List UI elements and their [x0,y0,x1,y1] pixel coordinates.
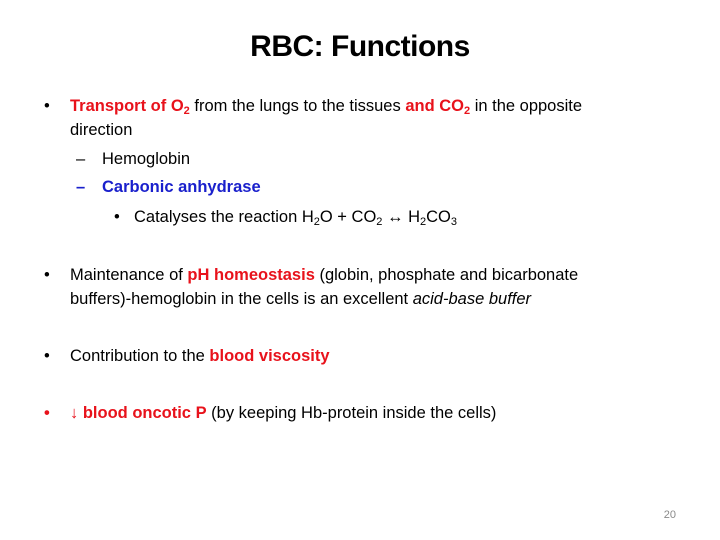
bullet-marker: • [44,97,50,115]
slide-title: RBC: Functions [250,30,470,63]
opposite-text: in the opposite [470,97,583,115]
dash-marker: – [76,178,86,196]
page-number: 20 [663,509,676,521]
bullet-blood-viscosity: Contribution to the blood viscosity [70,347,330,365]
transport-text: from the lungs to the tissues [189,97,406,115]
bullet-ph-homeostasis: Maintenance of pH homeostasis (globin, phosphate and bicarbonate [70,266,579,284]
sub-item-hemoglobin: Hemoglobin [102,150,191,168]
bullet-ph-homeostasis-line2: buffers)-hemoglobin in the cells is an excellent acid-base buffer [70,290,532,308]
bullet-marker: • [44,404,50,422]
bullet-marker: • [114,208,120,226]
oncotic-pressure-label: ↓ blood oncotic P [70,404,207,422]
acid-base-buffer-text: acid-base buffer [412,290,532,308]
bullet-oncotic-pressure: ↓ blood oncotic P (by keeping Hb-protein inside the cells) [70,404,497,422]
ph-homeostasis-label: pH homeostasis [187,266,315,284]
bullet-transport-line2: direction [70,121,133,139]
blood-viscosity-label: blood viscosity [209,347,330,365]
sub-item-carbonic-anhydrase: Carbonic anhydrase [102,178,261,196]
bullet-transport [70,97,582,116]
reaction-text: Catalyses the reaction $H_2O + CO_2$ ↔ $H_2CO_3$ [134,208,457,228]
bullet-marker: • [44,347,50,365]
co2-label: and $CO_2$ [405,97,471,117]
bullet-marker: • [44,266,50,284]
dash-marker: – [76,150,86,168]
transport-o2-label: Transport of $O_2$ [70,97,190,117]
